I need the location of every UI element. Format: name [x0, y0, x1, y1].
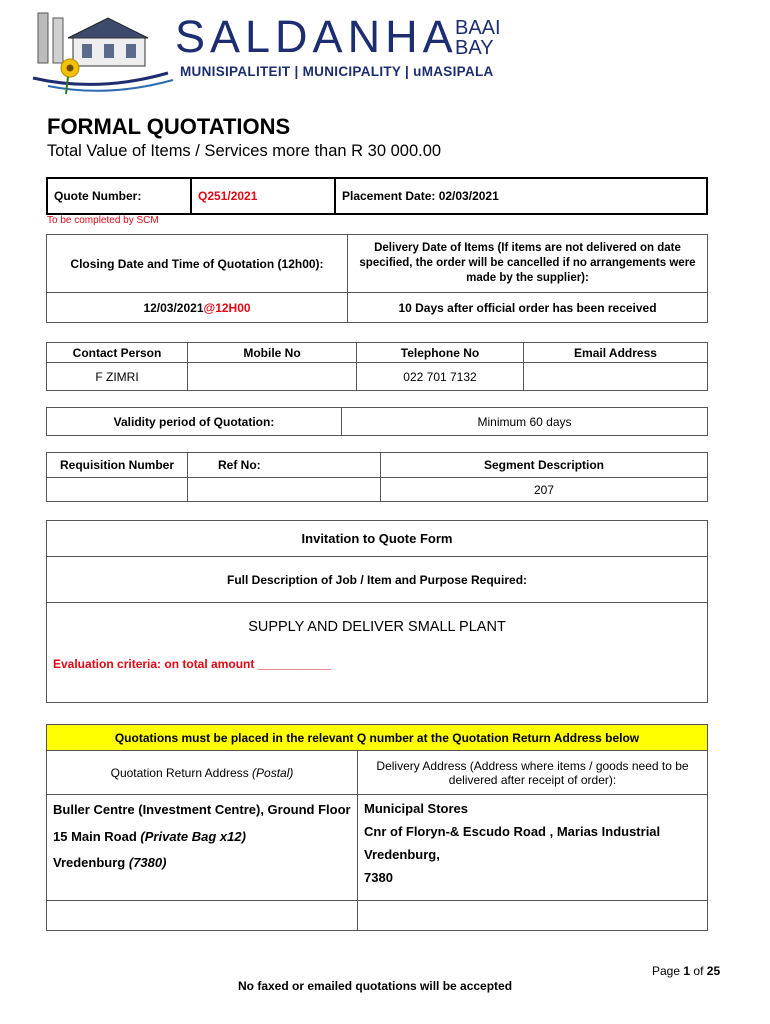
description-text: SUPPLY AND DELIVER SMALL PLANT — [248, 619, 506, 635]
footer-note: No faxed or emailed quotations will be accepted — [238, 979, 513, 993]
return-address-cell — [47, 795, 358, 901]
quote-number-value: Q251/2021 — [191, 178, 335, 214]
closing-date: 12/03/2021 — [143, 300, 204, 315]
quote-number-table — [46, 177, 708, 215]
return-line-2 — [53, 828, 351, 845]
closing-time: @12H00 — [203, 300, 251, 315]
evaluation-criteria: Evaluation criteria: on total amount ___________ — [53, 657, 332, 671]
validity-value: Minimum 60 days — [342, 408, 708, 436]
return-line-3 — [53, 854, 351, 871]
contact-header-email: Email Address — [524, 343, 708, 363]
return-address-label — [47, 751, 358, 795]
segment-value: 207 — [381, 478, 708, 502]
closing-label: Closing Date and Time of Quotation (12h00): — [47, 235, 348, 293]
contact-table — [46, 342, 708, 391]
description-cell — [47, 603, 708, 703]
description-label: Full Description of Job / Item and Purpose Required: — [47, 557, 708, 603]
contact-header-mobile: Mobile No — [188, 343, 357, 363]
return-code: (7380) — [128, 855, 167, 870]
return-banner: Quotations must be placed in the relevant Q number at the Quotation Return Address below — [47, 725, 708, 751]
delivery-date-value: 10 Days after official order has been received — [348, 293, 708, 323]
requisition-value — [47, 478, 188, 502]
delivery-line-4: 7380 — [364, 870, 393, 885]
ref-no-value — [188, 478, 381, 502]
page-prefix: Page — [652, 964, 681, 978]
contact-header-telephone: Telephone No — [357, 343, 524, 363]
logo-house-icon — [28, 8, 178, 100]
closing-table — [46, 234, 708, 323]
return-town: Vredenburg — [53, 855, 126, 870]
email-value — [524, 363, 708, 391]
logo-municipality-line: MUNISIPALITEIT | MUNICIPALITY | uMASIPALA — [180, 64, 494, 79]
return-label-postal: (Postal) — [252, 765, 294, 780]
requisition-table — [46, 452, 708, 502]
invitation-title: Invitation to Quote Form — [47, 521, 708, 557]
segment-header: Segment Description — [381, 453, 708, 478]
return-label-text: Quotation Return Address — [110, 765, 249, 780]
return-street: 15 Main Road — [53, 829, 137, 844]
page-current: 1 — [683, 964, 691, 978]
return-empty-cell — [47, 901, 358, 931]
delivery-empty-cell — [358, 901, 708, 931]
mobile-value — [188, 363, 357, 391]
contact-header-person: Contact Person — [47, 343, 188, 363]
address-table — [46, 724, 708, 931]
delivery-line-1: Municipal Stores — [364, 801, 469, 816]
delivery-line-2: Cnr of Floryn-& Escudo Road , Marias Industrial — [364, 824, 661, 839]
delivery-address-label: Delivery Address (Address where items / goods need to be delivered after receipt of order): — [358, 751, 708, 795]
logo-bay: BAY — [455, 37, 494, 59]
closing-date-value — [47, 293, 348, 323]
logo-baai: BAAI — [455, 17, 501, 39]
delivery-date-label: Delivery Date of Items (If items are not delivered on date specified, the order will be cancelled if no arrangements were made by the supplier): — [348, 235, 708, 293]
return-line-1: Buller Centre (Investment Centre), Ground Floor — [53, 802, 351, 817]
delivery-address-cell — [358, 795, 708, 901]
contact-person-value: F ZIMRI — [47, 363, 188, 391]
requisition-header: Requisition Number — [47, 453, 188, 478]
quote-number-label: Quote Number: — [47, 178, 191, 214]
page-of: of — [693, 964, 704, 978]
page-subtitle: Total Value of Items / Services more than R 30 000.00 — [47, 142, 442, 160]
placement-date: Placement Date: 02/03/2021 — [335, 178, 707, 214]
delivery-line-3: Vredenburg, — [364, 847, 440, 862]
page-total: 25 — [706, 964, 721, 978]
return-bag: (Private Bag x12) — [140, 829, 246, 844]
telephone-value: 022 701 7132 — [357, 363, 524, 391]
scm-note: To be completed by SCM — [47, 215, 159, 226]
page-number — [652, 964, 720, 978]
invitation-table — [46, 520, 708, 703]
validity-table — [46, 407, 708, 436]
page-title: FORMAL QUOTATIONS — [47, 114, 291, 139]
logo-wordmark: SALDANHA — [175, 11, 458, 62]
ref-no-header: Ref No: — [188, 453, 381, 478]
validity-label: Validity period of Quotation: — [47, 408, 342, 436]
